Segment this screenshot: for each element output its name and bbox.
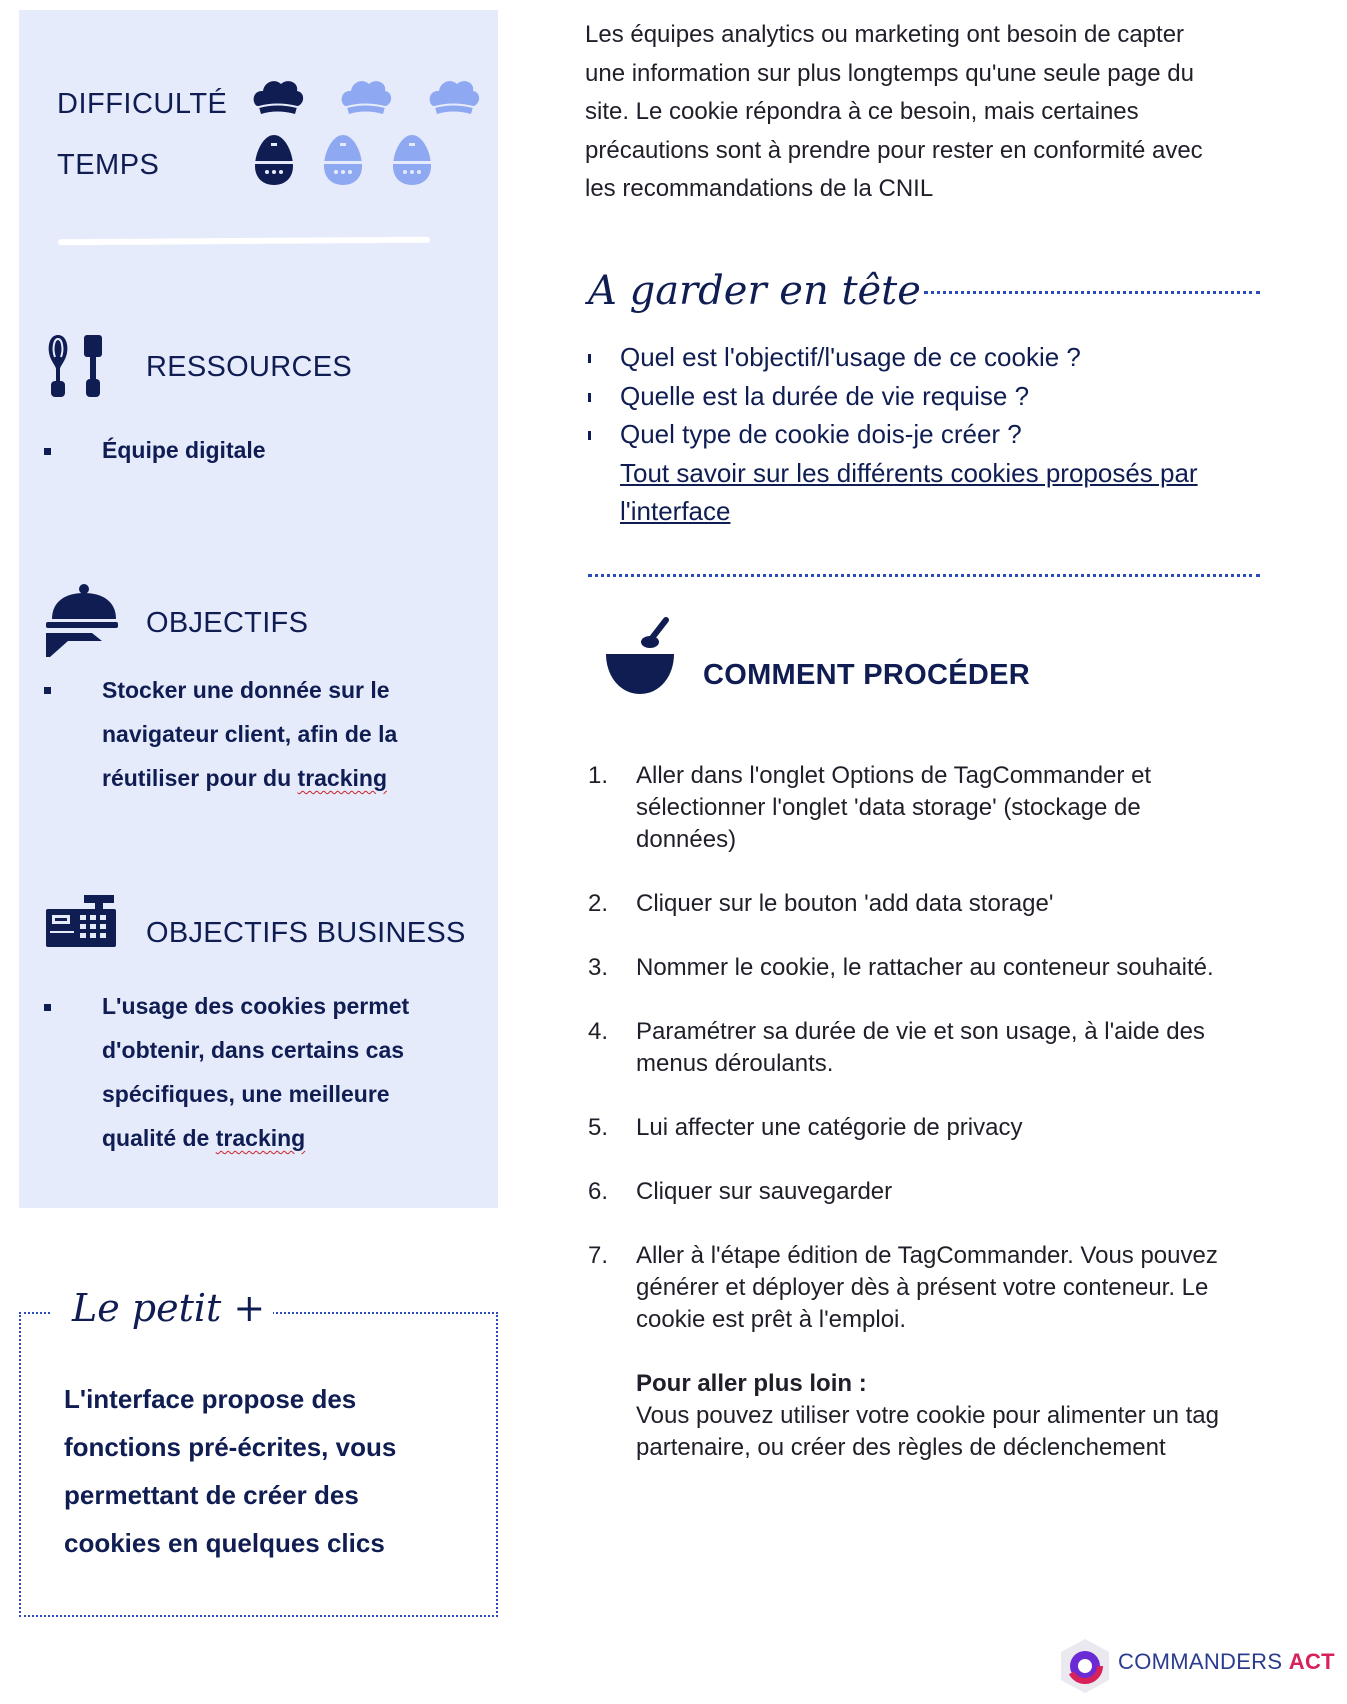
- question-bullet: [588, 354, 591, 363]
- objectifs-text: Stocker une donnée sur le navigateur client, afin de la réutiliser pour du tracking: [102, 677, 398, 791]
- kitchen-utensils-icon: [44, 333, 106, 399]
- comment-title: COMMENT PROCÉDER: [703, 659, 1031, 691]
- step-number: 7.: [588, 1242, 609, 1269]
- step-text: Aller à l'étape édition de TagCommander. Vous pouvez générer et déployer dès à présent votre conteneur. Le cookie est prêt à l'emploi.: [636, 1242, 1218, 1333]
- step-text: Lui affecter une catégorie de privacy: [636, 1114, 1023, 1141]
- step-number: 1.: [588, 762, 609, 789]
- cookies-info-link[interactable]: Tout savoir sur les différents cookies proposés par l'interface: [620, 458, 1198, 526]
- egg-timer-icon: [391, 133, 433, 187]
- objectifs-title: OBJECTIFS: [146, 607, 309, 639]
- brand-name: COMMANDERS ACT: [1118, 1649, 1335, 1674]
- step-number: 5.: [588, 1114, 609, 1141]
- petit-plus-title: Le petit +: [72, 1286, 266, 1330]
- step-text: Paramétrer sa durée de vie et son usage, à l'aide des menus déroulants.: [636, 1018, 1205, 1077]
- step-text: Cliquer sur le bouton 'add data storage': [636, 890, 1054, 917]
- ressources-title: RESSOURCES: [146, 351, 353, 383]
- question-bullet: [588, 431, 591, 440]
- dotted-rule: [924, 291, 1260, 294]
- commanders-act-logo-icon: [1058, 1637, 1112, 1695]
- question-item: Quelle est la durée de vie requise ?: [620, 381, 1030, 411]
- step-number: 3.: [588, 954, 609, 981]
- difficulty-label: DIFFICULTÉ: [57, 88, 228, 120]
- step-number: 6.: [588, 1178, 609, 1205]
- mixing-bowl-icon: [604, 616, 676, 696]
- business-text: L'usage des cookies permet d'obtenir, dans certains cas spécifiques, une meilleure qualité de tracking: [102, 993, 410, 1151]
- further-section: Pour aller plus loin : Vous pouvez utiliser votre cookie pour alimenter un tag partenaire, ou créer des règles de déclenchement: [636, 1370, 1219, 1461]
- bullet-marker: [44, 448, 51, 455]
- egg-timer-icon: [322, 133, 364, 187]
- intro-paragraph: Les équipes analytics ou marketing ont besoin de capter une information sur plus longtemps qu'une seule page du site. Le cookie répondra à ce besoin, mais certaines précautions sont à prendre pour rester en conformité avec les recommandations de la CNIL: [585, 21, 1203, 202]
- ressources-item: Équipe digitale: [102, 437, 266, 463]
- step-text: Nommer le cookie, le rattacher au conteneur souhaité.: [636, 954, 1214, 981]
- step-number: 4.: [588, 1018, 609, 1045]
- time-rating: [253, 133, 433, 187]
- question-item: Quel type de cookie dois-je créer ?: [620, 419, 1022, 449]
- chef-hat-icon: [339, 76, 393, 116]
- question-bullet: [588, 393, 591, 402]
- step-number: 2.: [588, 890, 609, 917]
- cash-register-icon: [44, 893, 116, 949]
- difficulty-rating: [251, 76, 481, 116]
- dotted-rule: [588, 574, 1260, 577]
- bullet-marker: [44, 687, 51, 694]
- petit-plus-text: L'interface propose des fonctions pré-écrites, vous permettant de créer des cookies en quelques clics: [64, 1384, 397, 1558]
- step-text: Aller dans l'onglet Options de TagCommander et sélectionner l'onglet 'data storage' (stockage de données): [636, 762, 1152, 853]
- time-label: TEMPS: [57, 149, 160, 181]
- step-text: Cliquer sur sauvegarder: [636, 1178, 893, 1205]
- bullet-marker: [44, 1004, 51, 1011]
- question-item: Quel est l'objectif/l'usage de ce cookie ?: [620, 342, 1081, 372]
- further-title: Pour aller plus loin :: [636, 1370, 867, 1397]
- chef-hat-icon: [427, 76, 481, 116]
- cloche-serving-icon: [44, 583, 118, 659]
- a-garder-title: A garder en tête: [588, 268, 921, 314]
- chef-hat-icon: [251, 76, 305, 116]
- egg-timer-icon: [253, 133, 295, 187]
- business-title: OBJECTIFS BUSINESS: [146, 917, 466, 949]
